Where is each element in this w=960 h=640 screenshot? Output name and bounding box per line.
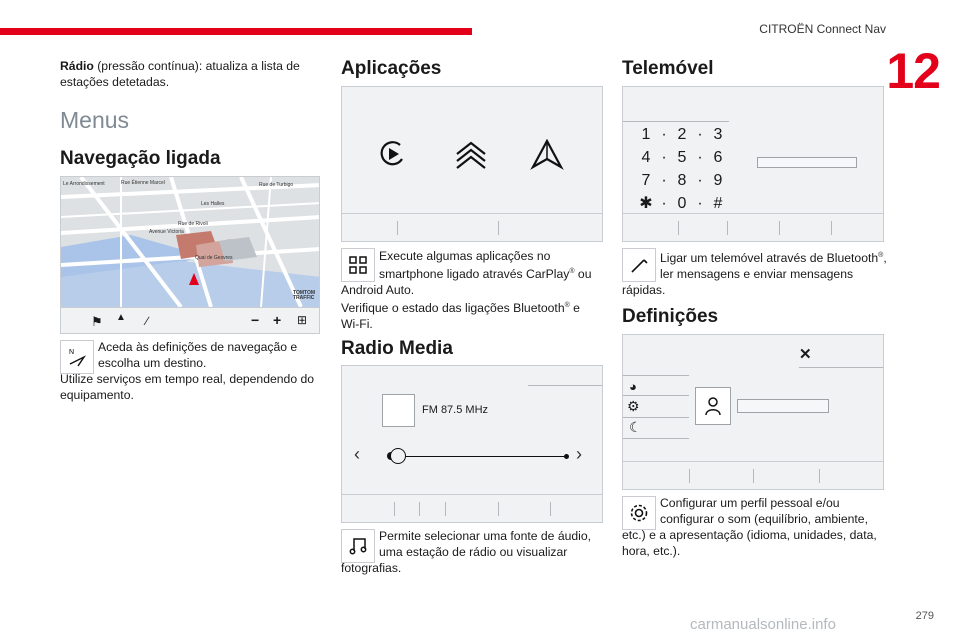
page-number: 279 [915, 610, 934, 622]
keypad-separator: · [697, 195, 703, 212]
keypad-separator: · [697, 172, 703, 189]
nav-heading: Navegação ligada [60, 148, 221, 169]
radio-footbar [342, 494, 602, 522]
keypad-key[interactable]: 7 [641, 172, 651, 189]
keypad-key[interactable]: 2 [677, 126, 687, 143]
android-auto-icon[interactable] [530, 139, 564, 171]
keypad-separator: · [697, 149, 703, 166]
phone-keypad [637, 123, 727, 215]
keypad-key[interactable]: 6 [713, 149, 723, 166]
keypad-key[interactable]: ✱ [639, 195, 653, 212]
chapter-number: 12 [886, 43, 940, 99]
next-station-icon[interactable]: › [576, 444, 582, 464]
keypad-key[interactable]: 5 [677, 149, 687, 166]
prev-station-icon[interactable]: ‹ [354, 444, 360, 464]
radio-heading: Radio Media [341, 338, 453, 359]
document-title: CITROËN Connect Nav [759, 22, 886, 36]
keypad-key[interactable]: 8 [677, 172, 687, 189]
station-frequency: FM 87.5 MHz [422, 404, 489, 416]
zoom-out-icon[interactable]: − [251, 312, 260, 328]
palette-icon[interactable]: ◕ [629, 379, 637, 394]
night-mode-icon[interactable]: ☾ [629, 419, 642, 435]
apps-screen [341, 86, 603, 242]
play-icon[interactable] [378, 139, 408, 169]
profile-name-field[interactable] [737, 399, 829, 413]
radio-note-bold: Rádio [60, 59, 94, 73]
zoom-in-icon[interactable]: + [273, 312, 282, 328]
keypad-key[interactable]: # [713, 195, 723, 212]
keypad-separator: · [661, 149, 667, 166]
menus-heading: Menus [60, 107, 130, 133]
keypad-key[interactable]: 9 [713, 172, 723, 189]
header-accent-bar [0, 28, 472, 35]
nav-toolbar [61, 307, 319, 334]
flag-icon[interactable]: ⚑ [91, 314, 103, 329]
settings-heading: Definições [622, 306, 719, 327]
keypad-separator: · [661, 195, 667, 212]
phone-description: Ligar um telemóvel através de Bluetooth®, ler mensagens e enviar mensagens rápidas. [622, 251, 887, 298]
frequency-slider-thumb[interactable] [390, 448, 406, 464]
route-icon[interactable]: ∕ [146, 314, 149, 328]
watermark: carmanualsonline.info [690, 616, 836, 633]
keypad-key[interactable]: 0 [677, 195, 687, 212]
nav-screen: Le Arrondissement Rue Étienne Marcel Rue de Turbigo Les Halles Rue de Rivoli Avenue Victoria Quai de Gesvres TOMTOM TRAFFIC ⚑ ▲ ∕ − + ⊞ [60, 176, 320, 334]
phone-screen [622, 86, 884, 242]
nav-map [61, 177, 320, 307]
carplay-chevron-icon[interactable] [454, 139, 488, 169]
apps-description: Execute algumas aplicações no smartphone ligado através CarPlay® ou Android Auto. Verifique o estado das ligações Bluetooth® e Wi-Fi. [341, 249, 592, 332]
keypad-key[interactable]: 1 [641, 126, 651, 143]
settings-description: Configurar um perfil pessoal e/ou configurar o som (equilíbrio, ambiente, etc.) e a apresentação (idioma, unidades, data, hora, etc.). [622, 496, 877, 558]
radio-screen [341, 365, 603, 523]
frequency-slider[interactable] [394, 456, 566, 457]
number-field[interactable] [757, 157, 857, 168]
keypad-separator: · [697, 126, 703, 143]
compass-icon[interactable]: ▲ [116, 312, 126, 323]
settings-footbar [623, 461, 883, 489]
radio-description: Permite selecionar uma fonte de áudio, uma estação de rádio ou visualizar fotografias. [341, 529, 592, 575]
phone-footbar [623, 213, 883, 241]
station-artwork [382, 394, 415, 427]
map-view-icon[interactable]: ⊞ [297, 313, 308, 327]
close-icon[interactable]: ✕ [799, 346, 812, 363]
keypad-separator: · [661, 126, 667, 143]
keypad-key[interactable]: 3 [713, 126, 723, 143]
radio-note: Rádio (pressão contínua): atualiza a lista de estações detetadas. [60, 59, 300, 89]
tomtom-traffic-logo: TOMTOM TRAFFIC [293, 290, 316, 301]
keypad-row [637, 146, 727, 169]
keypad-row [637, 169, 727, 192]
keypad-separator: · [661, 172, 667, 189]
apps-footbar [342, 213, 602, 241]
nav-description: Aceda às definições de navegação e escolha um destino. Utilize serviços em tempo real, dependendo do equipamento. [60, 340, 315, 402]
keypad-row [637, 123, 727, 146]
sound-settings-icon[interactable]: ⚙ [627, 398, 640, 414]
keypad-row [637, 192, 727, 215]
profile-icon[interactable] [695, 387, 731, 425]
apps-heading: Aplicações [341, 58, 442, 79]
settings-screen [622, 334, 884, 490]
phone-heading: Telemóvel [622, 58, 714, 79]
keypad-key[interactable]: 4 [641, 149, 651, 166]
svg-text:N: N [69, 349, 75, 356]
